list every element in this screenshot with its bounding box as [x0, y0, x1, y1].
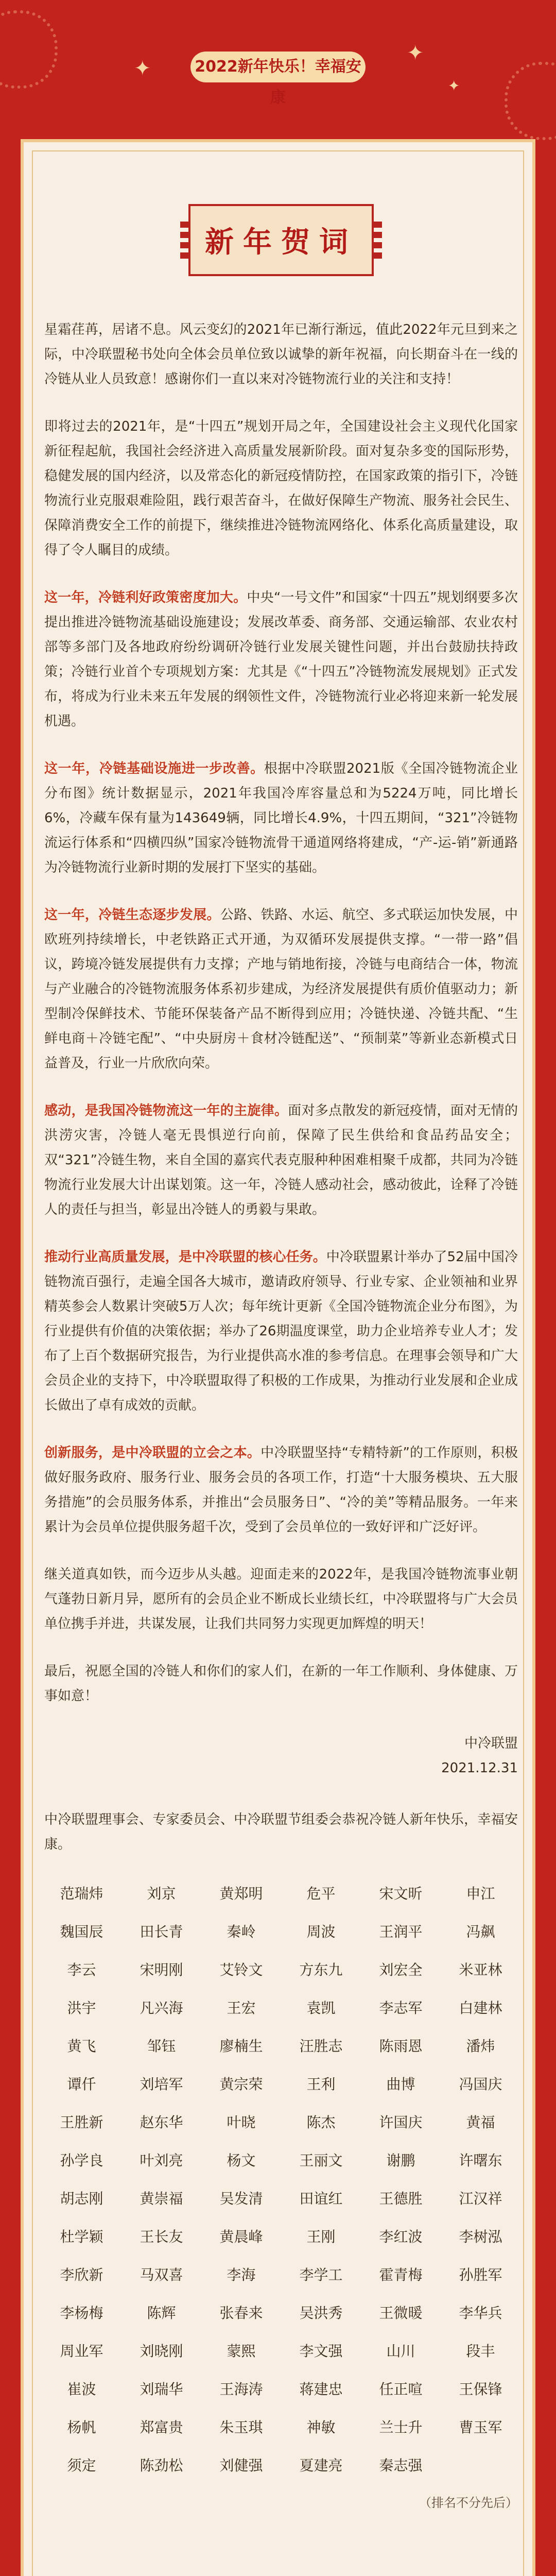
name-item: 田谊红 — [299, 2190, 343, 2207]
name-item: 凡兴海 — [140, 1999, 183, 2016]
name-item: 冯国庆 — [459, 2076, 502, 2093]
name-item: 任正喧 — [379, 2381, 423, 2398]
name-item: 白建林 — [459, 1999, 502, 2016]
name-item: 王胜新 — [60, 2114, 103, 2131]
name-item: 黄崇福 — [140, 2190, 183, 2207]
name-item: 杜学颖 — [60, 2228, 103, 2245]
name-item: 黄郑明 — [219, 1885, 263, 1902]
greeting-card — [21, 139, 535, 2576]
card-title: 新年贺词 — [205, 226, 357, 259]
sparkle-icon: ✦ — [407, 41, 424, 65]
name-item: 宋文昕 — [379, 1885, 423, 1902]
name-item: 黄宗荣 — [219, 2076, 263, 2093]
name-item: 王刚 — [306, 2228, 336, 2245]
name-item: 孙学良 — [60, 2152, 103, 2169]
paragraph: 继关道真如铁，而今迈步从头越。迎面走来的2022年，是我国冷链物流事业朝气蓬勃日新月异，愿所有的会员企业不断成长业绩长红，中冷联盟将与广大会员单位携手并进，共谋发展，让我们共同努力实现更加辉煌的明天！ — [44, 1567, 518, 1632]
name-item: 洪宇 — [67, 1999, 96, 2016]
name-item: 刘瑞华 — [140, 2381, 183, 2398]
name-item: 袁凯 — [306, 1999, 336, 2016]
name-item: 李志军 — [379, 1999, 423, 2016]
name-item: 黄飞 — [67, 2038, 96, 2055]
name-item: 周波 — [306, 1923, 336, 1940]
name-item: 潘炜 — [466, 2038, 495, 2055]
name-item: 谭仟 — [67, 2076, 96, 2093]
name-item: 周业军 — [60, 2343, 103, 2360]
name-item: 廖楠生 — [219, 2038, 263, 2055]
name-item: 赵东华 — [140, 2114, 183, 2131]
name-item: 黄福 — [466, 2114, 495, 2131]
name-item: 米亚林 — [459, 1961, 502, 1978]
signature-org: 中冷联盟 — [464, 1736, 518, 1751]
name-item: 谢鹏 — [386, 2152, 415, 2169]
name-item: 田长青 — [140, 1923, 183, 1940]
name-item: 危平 — [306, 1885, 336, 1902]
letter-content — [44, 317, 518, 2511]
paragraph: 这一年，冷链利好政策密度加大。中央“一号文件”和国家“十四五”规划纲要多次提出推进冷链物流基础设施建设；发展改革委、商务部、交通运输部、农业农村部等多部门及各地政府纷纷调研冷链行业发展关键性问题，并出台鼓励扶持政策；冷链行业首个专项规划方案：尤其是《“十四五”冷链物流发展规划》正式发布，将成为行业未来五年发展的纲领性文件，冷链物流行业必将迎来新一轮发展机遇。 — [44, 590, 518, 729]
name-item: 陈辉 — [147, 2304, 176, 2321]
name-item: 李树泓 — [459, 2228, 502, 2245]
name-item: 王丽文 — [299, 2152, 343, 2169]
title-box — [188, 204, 374, 276]
firework-decoration — [505, 62, 556, 140]
name-item: 蒙熙 — [227, 2343, 256, 2360]
paragraph: 这一年，冷链基础设施进一步改善。根据中冷联盟2021版《全国冷链物流企业分布图》统计数据显示，2021年我国冷库容量总和为5224万吨，同比增长6%，冷藏车保有量为143649辆，同比增长4.9%，十四五期间，“321”冷链物流运行体系和“四横四纵”国家冷链物流骨干通道网络将建成，“产-运-销”新通路为冷链物流行业新时期的发展打下坚实的基础。 — [44, 761, 518, 875]
name-item: 霍青梅 — [379, 2266, 423, 2283]
name-item: 江汉祥 — [459, 2190, 502, 2207]
name-item: 神敏 — [306, 2419, 336, 2436]
name-item: 冯飙 — [466, 1923, 495, 1940]
name-item: 王德胜 — [379, 2190, 423, 2207]
name-item: 叶晓 — [227, 2114, 256, 2131]
name-item: 胡志刚 — [60, 2190, 103, 2207]
name-item: 李红波 — [379, 2228, 423, 2245]
greeting-pill: 2022新年快乐！幸福安康 — [190, 52, 366, 82]
sparkle-icon: ✦ — [134, 57, 151, 80]
name-item: 叶刘亮 — [140, 2152, 183, 2169]
name-item: 李杨梅 — [60, 2304, 103, 2321]
sparkle-icon: ✦ — [448, 77, 460, 94]
firework-decoration — [0, 10, 58, 89]
name-item: 王长友 — [140, 2228, 183, 2245]
name-item: 方东九 — [299, 1961, 343, 1978]
name-item: 朱玉琪 — [219, 2419, 263, 2436]
name-item: 许国庆 — [379, 2114, 423, 2131]
name-grid — [44, 1879, 518, 2480]
name-item: 邹钰 — [147, 2038, 176, 2055]
paragraph: 这一年，冷链生态逐步发展。公路、铁路、水运、航空、多式联运加快发展，中欧班列持续增长，中老铁路正式开通，为双循环发展提供支撑。“一带一路”倡议，跨境冷链发展提供有力支撑；产地与销地衔接，冷链与电商结合一体，物流与产业融合的冷链物流服务体系初步建成，为经济发展提供有质价值驱动力；新型制冷保鲜技术、节能环保装备产品不断得到应用；冷链快递、冷链共配、“生鲜电商＋冷链宅配”、“中央厨房＋食材冷链配送”、“预制菜”等新业态新模式日益普及，行业一片欣欣向荣。 — [44, 907, 518, 1071]
name-item: 魏国辰 — [60, 1923, 103, 1940]
name-item: 李海 — [227, 2266, 256, 2283]
name-item: 王微暖 — [379, 2304, 423, 2321]
name-item: 王润平 — [379, 1923, 423, 1940]
name-item: 杨文 — [227, 2152, 256, 2169]
name-item: 李学工 — [299, 2266, 343, 2283]
name-item: 王宏 — [227, 1999, 256, 2016]
name-item: 许曙东 — [459, 2152, 502, 2169]
name-item: 黄晨峰 — [219, 2228, 263, 2245]
name-item: 崔波 — [67, 2381, 96, 2398]
name-item: 王利 — [306, 2076, 336, 2093]
names-intro: 中冷联盟理事会、专家委员会、中冷联盟节组委会恭祝冷链人新年快乐，幸福安康。 — [44, 1812, 518, 1852]
name-item: 马双喜 — [140, 2266, 183, 2283]
name-item: 曹玉军 — [459, 2419, 502, 2436]
name-item: 山川 — [386, 2343, 415, 2360]
name-item: 秦岭 — [227, 1923, 256, 1940]
paragraph: 最后，祝愿全国的冷链人和你们的家人们，在新的一年工作顺利、身体健康、万事如意！ — [44, 1664, 518, 1704]
name-item: 陈雨恩 — [379, 2038, 423, 2055]
name-item: 刘培军 — [140, 2076, 183, 2093]
name-item: 刘健强 — [219, 2457, 263, 2474]
name-item: 孙胜军 — [459, 2266, 502, 2283]
name-item: 王海涛 — [219, 2381, 263, 2398]
name-item: 陈杰 — [306, 2114, 336, 2131]
name-item: 艾铃文 — [219, 1961, 263, 1978]
name-item: 李华兵 — [459, 2304, 502, 2321]
paragraph: 推动行业高质量发展，是中冷联盟的核心任务。中冷联盟累计举办了52届中国冷链物流百强行，走遍全国各大城市，邀请政府领导、行业专家、企业领袖和业界精英参会人数累计突破5万人次；每年统计更新《全国冷链物流企业分布图》，为行业提供有价值的决策依据；举办了26期温度课堂，助力企业培养专业人才；发布了上百个数据研究报告，为行业提供高水准的参考信息。在理事会领导和广大会员企业的支持下，中冷联盟取得了积极的工作成果，为推动行业发展和企业成长做出了卓有成效的贡献。 — [44, 1249, 518, 1413]
name-item: 兰士升 — [379, 2419, 423, 2436]
name-item: 范瑞炜 — [60, 1885, 103, 1902]
name-item: 秦志强 — [379, 2457, 423, 2474]
signature-date: 2021.12.31 — [441, 1760, 518, 1776]
name-item: 陈劲松 — [140, 2457, 183, 2474]
paragraph: 即将过去的2021年，是“十四五”规划开局之年，全国建设社会主义现代化国家新征程起航，我国社会经济进入高质量发展新阶段。面对复杂多变的国际形势，稳健发展的国内经济，以及常态化的新冠疫情防控，在国家政策的指引下，冷链物流行业克服艰难险阻，践行艰苦奋斗，在做好保障生产物流、服务社会民生、保障消费安全工作的前提下，继续推进冷链物流网络化、体系化高质量建设，取得了令人瞩目的成绩。 — [44, 419, 518, 558]
name-item: 刘宏全 — [379, 1961, 423, 1978]
name-item: 刘晓刚 — [140, 2343, 183, 2360]
name-item: 宋明刚 — [140, 1961, 183, 1978]
name-item: 李文强 — [299, 2343, 343, 2360]
name-item: 蒋建忠 — [299, 2381, 343, 2398]
name-item: 李欣新 — [60, 2266, 103, 2283]
name-item: 曲博 — [386, 2076, 415, 2093]
name-item: 张春来 — [219, 2304, 263, 2321]
name-item: 郑富贵 — [140, 2419, 183, 2436]
paragraph: 创新服务，是中冷联盟的立会之本。中冷联盟坚持“专精特新”的工作原则，积极做好服务政府、服务行业、服务会员的各项工作，打造“十大服务模块、五大服务措施”的会员服务体系，并推出“会员服务日”、“冷的美”等精品服务。一年来累计为会员单位提供服务超千次，受到了会员单位的一致好评和广泛好评。 — [44, 1445, 518, 1535]
name-item: 吴发清 — [219, 2190, 263, 2207]
name-item: 李云 — [67, 1961, 96, 1978]
paragraph: 星霜荏苒，居诸不息。风云变幻的2021年已渐行渐远，值此2022年元旦到来之际，中冷联盟秘书处向全体会员单位致以诚挚的新年祝福，向长期奋斗在一线的冷链从业人员致意！感谢你们一直以来对冷链物流行业的关注和支持！ — [44, 322, 518, 387]
names-note: （排名不分先后） — [419, 2496, 518, 2510]
paragraph: 感动，是我国冷链物流这一年的主旋律。面对多点散发的新冠疫情，面对无情的洪涝灾害，冷链人毫无畏惧逆行向前，保障了民生供给和食品药品安全；双“321”冷链生物，来自全国的嘉宾代表克服种种困难相聚千成都，共同为冷链物流行业发展大计出谋划策。这一年，冷链人感动社会，感动彼此，诠释了冷链人的责任与担当，彰显出冷链人的勇毅与果敢。 — [44, 1103, 518, 1217]
name-item: 刘京 — [147, 1885, 176, 1902]
name-item: 须定 — [67, 2457, 96, 2474]
name-item: 申江 — [466, 1885, 495, 1902]
name-item: 段丰 — [466, 2343, 495, 2360]
name-item: 吴洪秀 — [299, 2304, 343, 2321]
name-item: 王保锋 — [459, 2381, 502, 2398]
name-item: 夏建亮 — [299, 2457, 343, 2474]
name-item: 汪胜志 — [299, 2038, 343, 2055]
name-item: 杨帆 — [67, 2419, 96, 2436]
